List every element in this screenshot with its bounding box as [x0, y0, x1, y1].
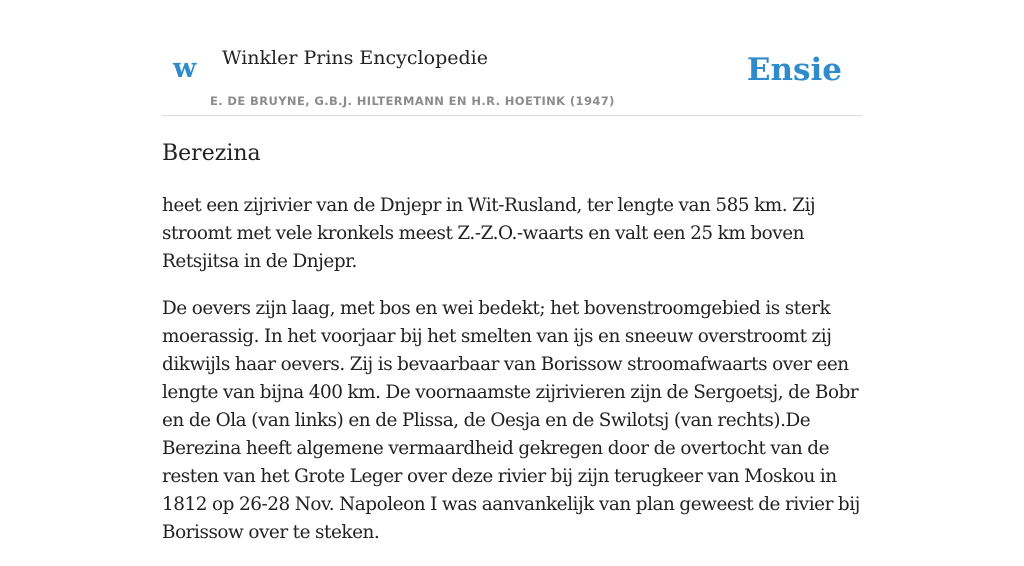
site-title[interactable]: Winkler Prins Encyclopedie	[222, 47, 488, 69]
site-header	[162, 0, 862, 116]
article-paragraph: De oevers zijn laag, met bos en wei bedekt; het bovenstroomgebied is sterk moerassig. In het voorjaar bij het smelten van ijs en sneeuw overstroomt zij dikwijls haar oevers. Zij is bevaarbaar van Borissow stroomafwaarts over een lengte van bijna 400 km. De voornaamste zijrivieren zijn de Sergoetsj, de Bobr en de Ola (van links) en de Plissa, de Oesja en de Swilotsj (van rechts).De Berezina heeft algemene vermaardheid gekregen door de overtocht van de resten van het Grote Leger over deze rivier bij zijn terugkeer van Moskou in 1812 op 26-28 Nov. Napoleon I was aanvankelijk van plan geweest de rivier bij Borissow over te steken.	[162, 298, 860, 543]
article-title: Berezina	[162, 141, 261, 166]
article-paragraph: heet een zijrivier van de Dnjepr in Wit-Rusland, ter lengte van 585 km. Zij stroomt met vele kronkels meest Z.-Z.O.-waarts en valt een 25 km boven Retsjitsa in de Dnjepr.	[162, 195, 816, 272]
authors-line: E. DE BRUYNE, G.B.J. HILTERMANN EN H.R. HOETINK (1947)	[210, 94, 615, 108]
logo-w-icon[interactable]: w	[173, 53, 197, 84]
article-body	[162, 192, 862, 566]
page	[162, 0, 862, 543]
ensie-logo-link[interactable]: Ensie	[746, 52, 842, 88]
